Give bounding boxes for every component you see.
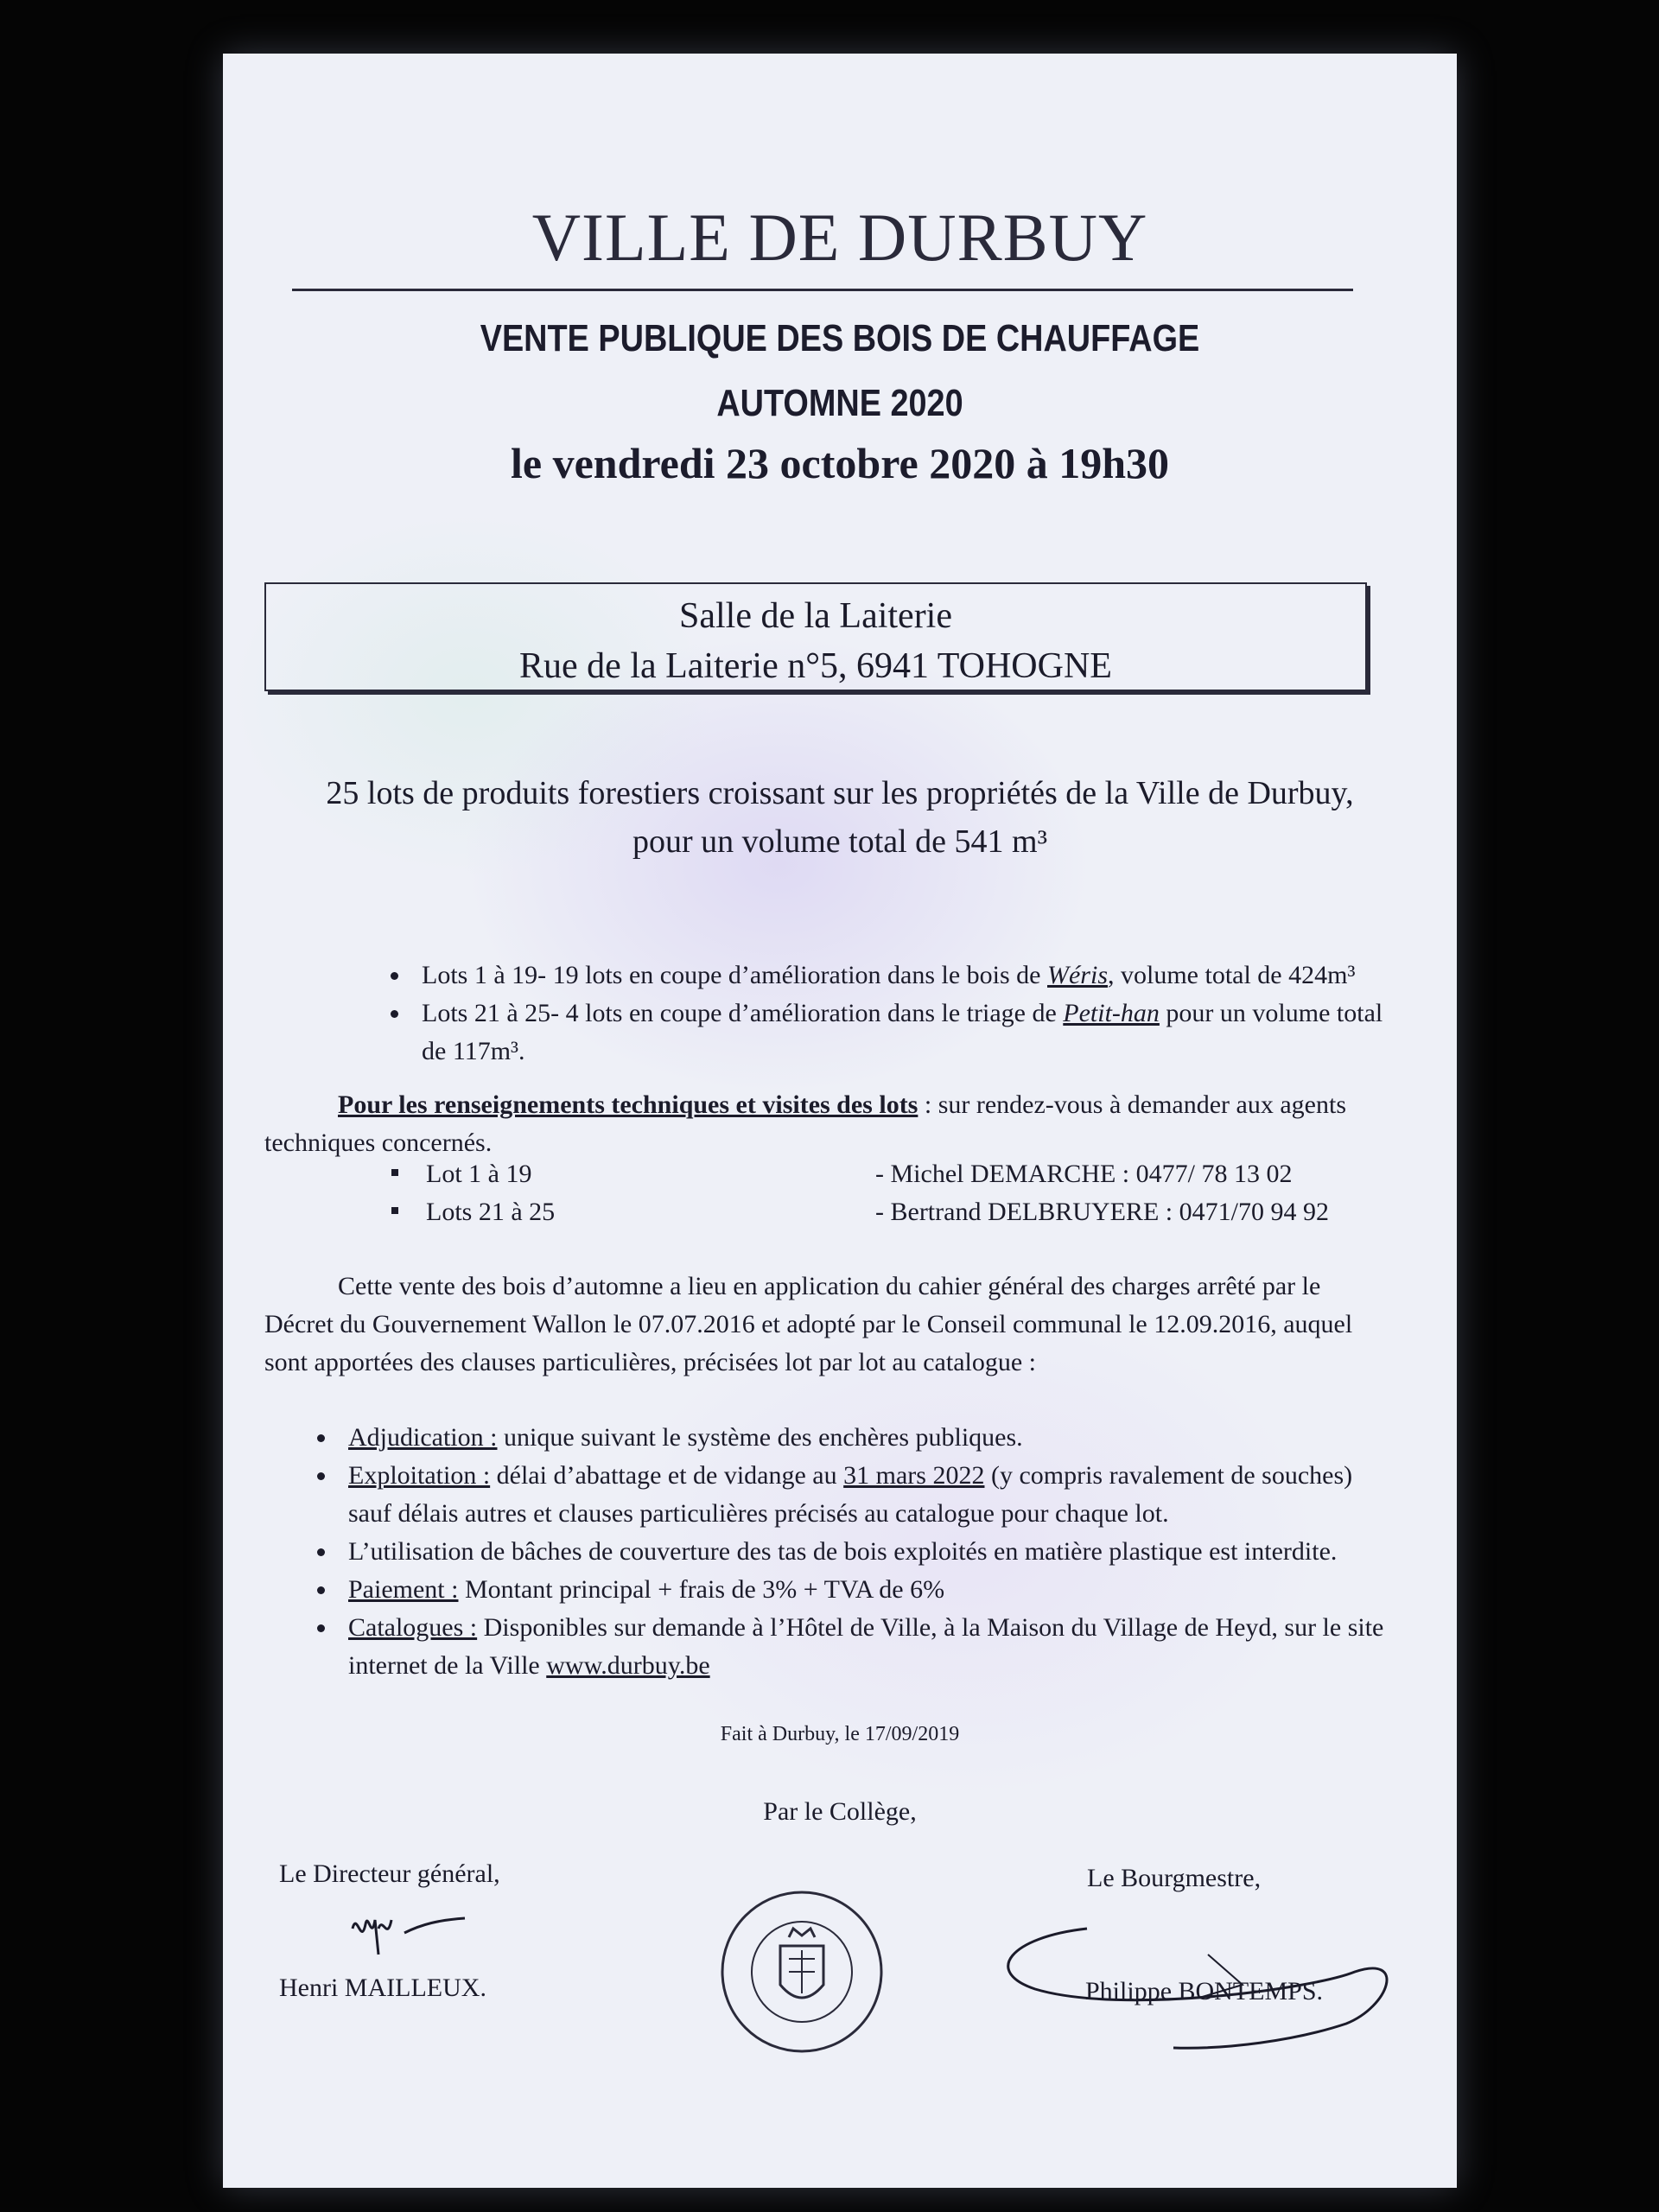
list-item: • Adjudication : unique suivant le système des enchères publiques. <box>338 1419 1388 1457</box>
renseignements <box>264 1086 1388 1162</box>
summary-line-1: 25 lots de produits forestiers croissant sur les propriétés de la Ville de Durbuy, <box>326 775 1354 811</box>
list-item: • Paiement : Montant principal + frais de 3% + TVA de 6% <box>338 1571 1388 1609</box>
director-signature-icon <box>344 1894 517 1963</box>
list-item: • Lots 21 à 25- 4 lots en coupe d’amélioration dans le triage de Petit-han pour un volume total de 117m³. <box>411 995 1388 1071</box>
notice-screen <box>223 54 1457 2188</box>
conditions-list <box>264 1419 1388 1685</box>
list-item: • Exploitation : délai d’abattage et de vidange au 31 mars 2022 (y compris ravalement de souches) sauf délais autres et clauses particulières précisés au catalogue pour chaque lot. <box>338 1457 1388 1533</box>
director-title: Le Directeur général, <box>279 1859 500 1888</box>
lots-overview <box>264 957 1388 1071</box>
bullet-square-icon <box>391 1207 398 1214</box>
list-item: • Catalogues : Disponibles sur demande à l’Hôtel de Ville, à la Maison du Village de Heyd, sur le site internet de la Ville www.durbuy.be <box>338 1609 1388 1685</box>
sale-datetime: le vendredi 23 octobre 2020 à 19h30 <box>510 439 1169 487</box>
place-petit-han: Petit-han <box>1063 999 1160 1027</box>
venue-address: Rue de la Laiterie n°5, 6941 TOHOGNE <box>519 646 1112 686</box>
venue-name: Salle de la Laiterie <box>678 596 952 636</box>
college-line: Par le Collège, <box>763 1797 917 1826</box>
municipal-seal-icon <box>715 1885 888 2058</box>
list-item: • Lots 1 à 19- 19 lots en coupe d’amélioration dans le bois de Wéris, volume total de 424m³ <box>411 957 1388 995</box>
venue-box <box>264 582 1367 691</box>
director-name: Henri MAILLEUX. <box>279 1974 486 2002</box>
contacts-list <box>391 1155 1388 1231</box>
summary-line-2: pour un volume total de 541 m³ <box>632 823 1047 860</box>
mayor-title: Le Bourgmestre, <box>1087 1864 1262 1892</box>
sale-title: VENTE PUBLIQUE DES BOIS DE CHAUFFAGE <box>480 317 1200 359</box>
list-item: • L’utilisation de bâches de couverture des tas de bois exploités en matière plastique est interdite. <box>338 1533 1388 1571</box>
contact-row: Lot 1 à 19 - Michel DEMARCHE : 0477/ 78 13 02 <box>391 1155 1388 1193</box>
renseignements-text: : sur rendez-vous à demander aux agents techniques concernés. <box>264 1090 1347 1157</box>
renseignements-label: Pour les renseignements techniques et visites des lots <box>338 1090 918 1119</box>
website-link[interactable]: www.durbuy.be <box>546 1651 710 1680</box>
title-divider <box>292 289 1353 291</box>
sale-season: AUTOMNE 2020 <box>716 382 963 424</box>
summary <box>257 769 1422 866</box>
issued-date: Fait à Durbuy, le 17/09/2019 <box>720 1723 960 1745</box>
bullet-square-icon <box>391 1169 398 1176</box>
place-weris: Wéris <box>1047 961 1108 989</box>
contact-row: Lots 21 à 25 - Bertrand DELBRUYERE : 0471/70 94 92 <box>391 1193 1388 1231</box>
legal-paragraph: Cette vente des bois d’automne a lieu en application du cahier général des charges arrêté par le Décret du Gouvernement Wallon le 07.07.2016 et adopté par le Conseil communal le 12.09.2016, auquel sont apportées des clauses particulières, précisées lot par lot au catalogue : <box>264 1272 1353 1376</box>
mayor-name: Philippe BONTEMPS. <box>1085 1977 1324 2005</box>
town-title: VILLE DE DURBUY <box>531 200 1148 275</box>
